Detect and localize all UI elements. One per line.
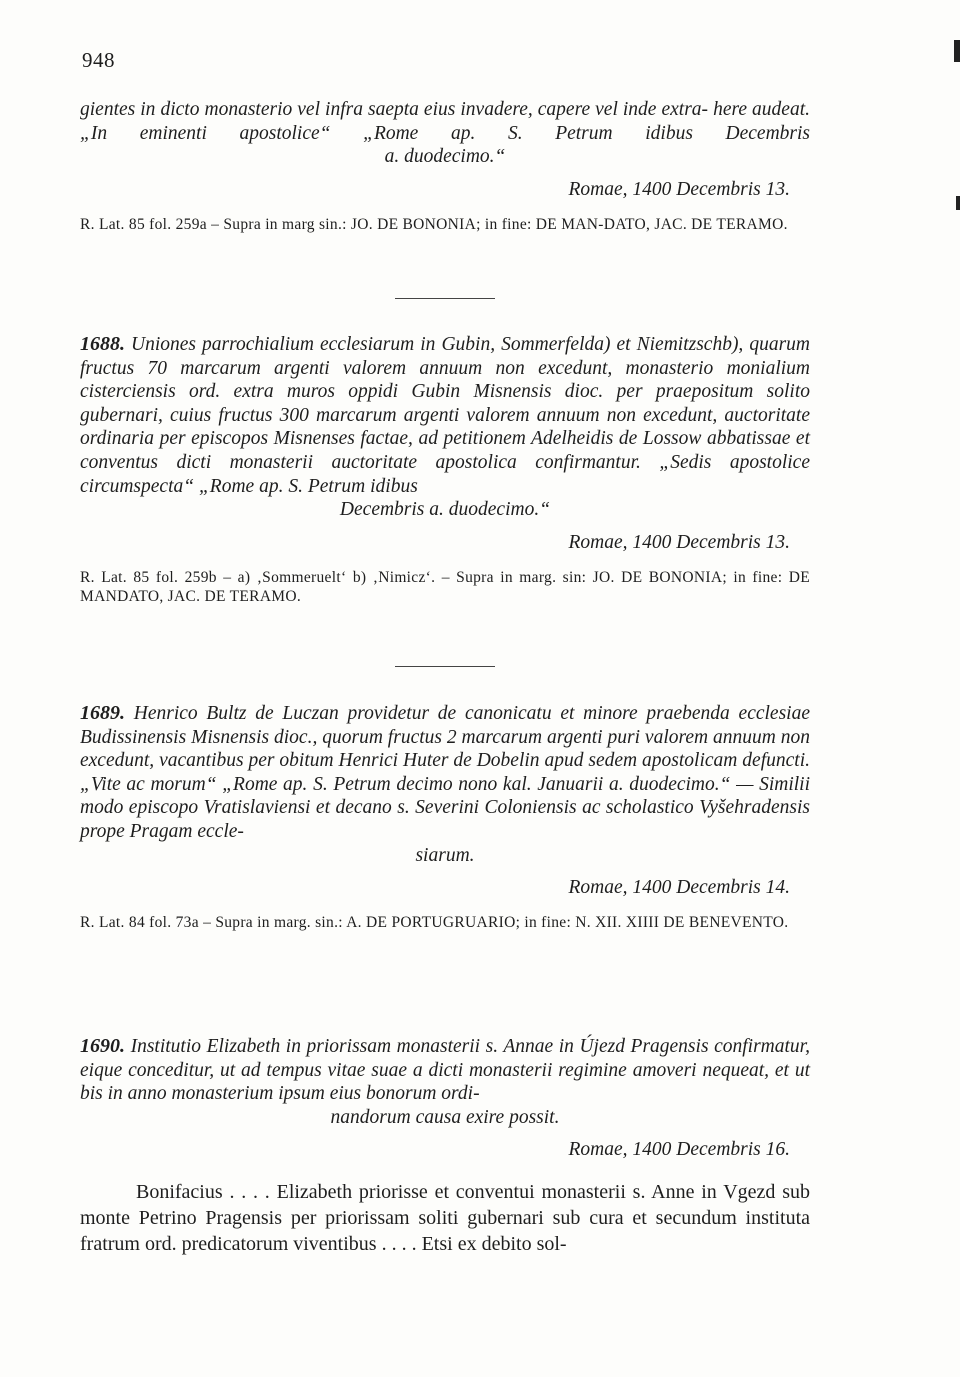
dateline: Romae, 1400 Decembris 16. bbox=[568, 1139, 790, 1161]
entry-number: 1688. bbox=[80, 333, 125, 355]
entry-prev-dateline: Romae, 1400 Decembris 13. bbox=[568, 178, 790, 200]
entry-1688 bbox=[80, 333, 810, 606]
entry-prev-line3: a. duodecimo.“ bbox=[384, 146, 506, 168]
entry-text-last-line: siarum. bbox=[415, 844, 475, 866]
dateline: Romae, 1400 Decembris 13. bbox=[568, 531, 790, 553]
scan-edge-mark bbox=[956, 196, 960, 210]
entry-text: Henrico Bultz de Luczan providetur de canonicatu et minore praebenda ecclesiae Budissinensis Misnensis dioc., quorum fructus 2 marcarum argenti puri valorem annuum non excedunt, vacantibus per obitum Henrici Huter de Dobelin apud sedem apostolicam defuncti. „Vite ac morum“ „Rome ap. S. Petrum decimo nono kal. Januarii a. duodecimo.“ — Similii modo episcopo Vratislaviensi et decano s. Severini Coloniensis ac scholastico Vyšehradensis prope Pragam eccle- bbox=[80, 703, 810, 842]
separator-rule bbox=[395, 298, 495, 299]
entry-prev bbox=[80, 98, 810, 234]
entry-number: 1690. bbox=[80, 1035, 125, 1057]
regest-text: Bonifacius . . . . Elizabeth priorisse et conventui monasterii s. Anne in Vgezd sub monte Petrino Pragensis per priorissam soliti gubernari sub cura et secundum instituta fratrum ord. predicatorum viventibus . . . . Etsi ex debito sol- bbox=[80, 1181, 810, 1256]
entry-text-last-line: Decembris a. duodecimo.“ bbox=[339, 499, 551, 521]
scan-edge-mark bbox=[954, 40, 960, 62]
entry-text: Uniones parrochialium ecclesiarum in Gubin, Sommerfelda) et Niemitzschb), quarum fructus 70 marcarum argenti valorem annuum non excedunt, monasterio monialium cisterciensis ord. extra muros oppidi Gubin Misnensis dioc. per praepositum solito gubernari, cuius fructus 300 marcarum argenti valorem annuum non excedunt, auctoritate ordinaria per episcopos Misnenses factae, ad petitionem Adelheidis de Lossow abbatissae et conventus dicti monasterii auctoritate apostolica confirmantur. „Sedis apostolice circumspecta“ „Rome ap. S. Petrum idibus bbox=[80, 334, 811, 497]
separator-rule bbox=[395, 666, 495, 667]
source-note: R. Lat. 85 fol. 259b – a) ‚Sommerueltʻ b) ‚Nimiczʻ. – Supra in marg. sin: JO. DE BONONIA; in fine: DE MANDATO, JAC. DE TERAMO. bbox=[80, 568, 810, 605]
entry-1689 bbox=[80, 702, 810, 932]
entry-prev-line1: gientes in dicto monasterio vel infra saepta eius invadere, capere vel inde extra- bbox=[80, 99, 709, 120]
dateline: Romae, 1400 Decembris 14. bbox=[568, 877, 790, 899]
entry-prev-source: R. Lat. 85 fol. 259a – Supra in marg sin.: JO. DE BONONIA; in fine: DE MAN-DATO, JAC. DE TERAMO. bbox=[80, 215, 788, 233]
page-number: 948 bbox=[82, 48, 115, 72]
entry-prev-line2: here audeat. „In eminenti apostolice“ „Rome ap. S. Petrum idibus Decembris bbox=[80, 99, 810, 144]
entry-text: Institutio Elizabeth in priorissam monasterii s. Annae in Újezd Pragensis confirmatur, eique conceditur, ut ad tempus vitae suae a dicti monasterii regimine amoveri nequeat, et ut bis in anno monasterium ipsum eius bonorum ordi- bbox=[80, 1036, 810, 1105]
entry-text-last-line: nandorum causa exire possit. bbox=[330, 1106, 560, 1128]
entry-number: 1689. bbox=[80, 702, 125, 724]
source-note: R. Lat. 84 fol. 73a – Supra in marg. sin.: A. DE PORTUGRUARIO; in fine: N. XII. XIIII DE BENEVENTO. bbox=[80, 914, 789, 932]
entry-1690 bbox=[80, 1035, 810, 1257]
